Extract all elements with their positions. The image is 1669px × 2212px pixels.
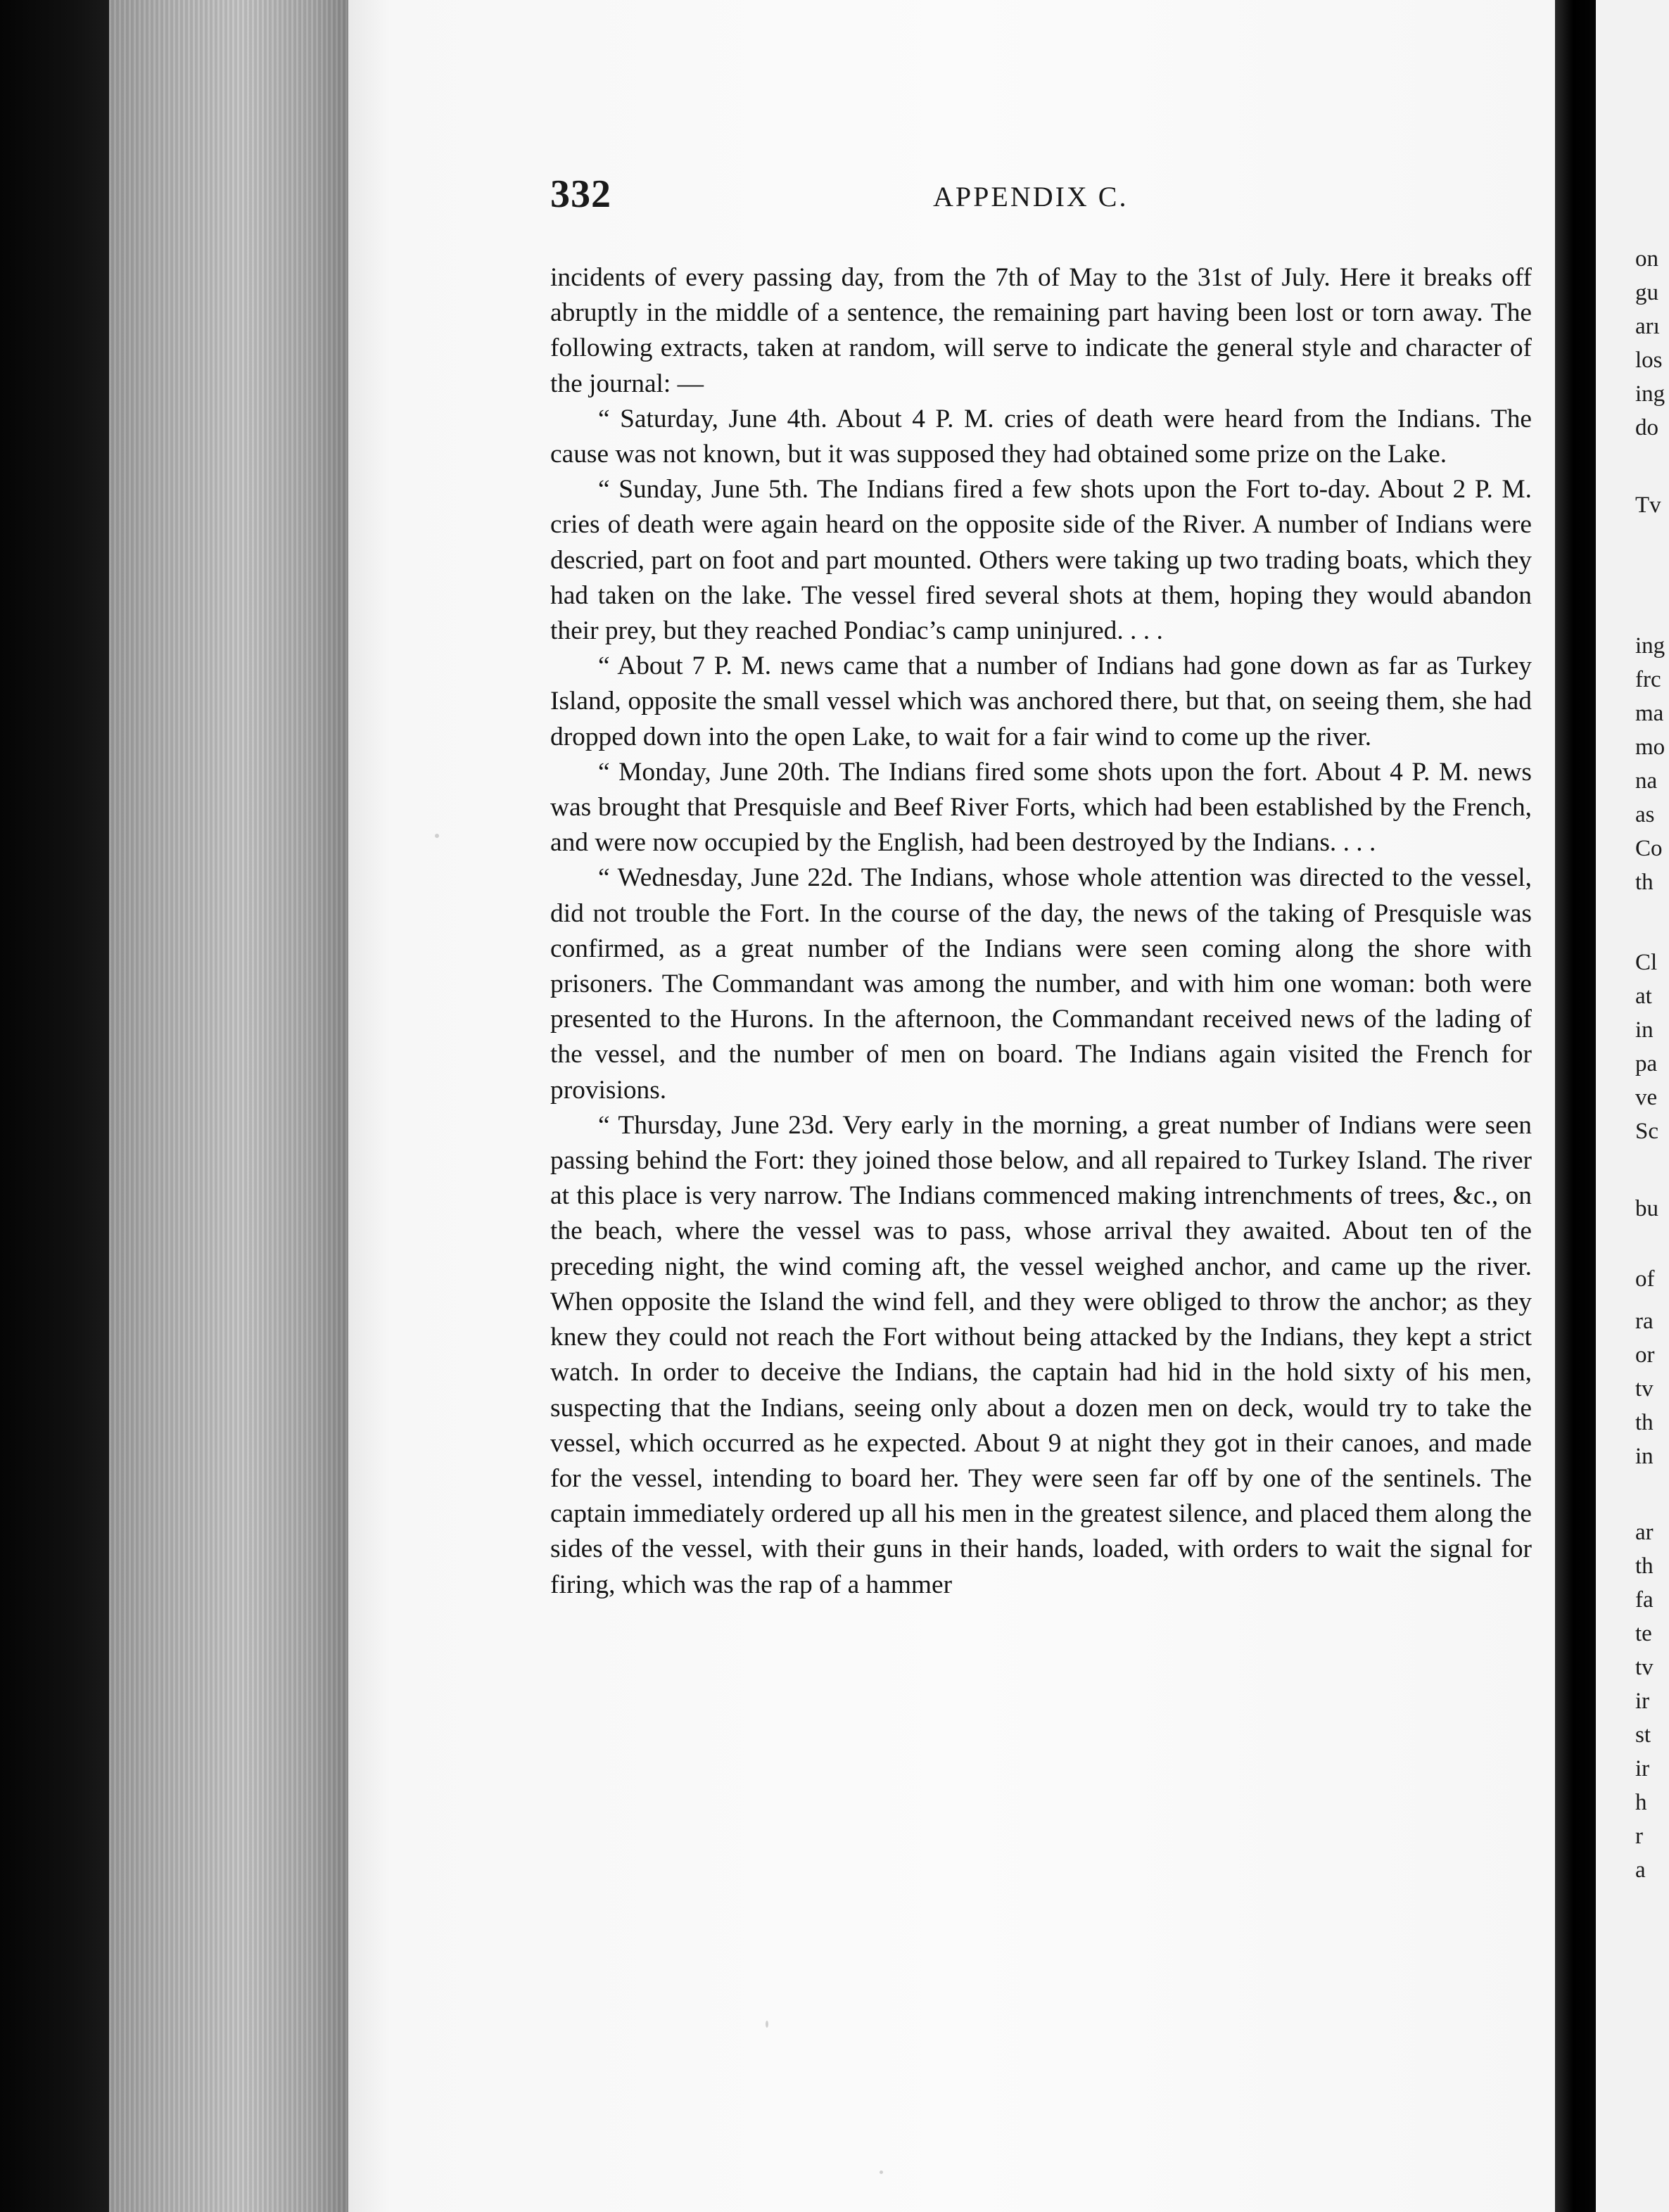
next-page-fragment: as	[1635, 802, 1655, 827]
next-page-fragment: or	[1635, 1342, 1655, 1368]
paragraph: “ Sunday, June 5th. The Indians fired a few shots upon the Fort to-day. About 2 P. M. cries of death were again heard on the opposite side of the River. A number of Indians were descried, part on foot and part mounted. Others were taking up two trading boats, which they had taken on the lake. The vessel fired several shots at them, hoping they would abandon their prey, but they reached Pondiac’s camp uninjured. . . .	[550, 475, 1532, 646]
next-page-fragment: Cl	[1635, 950, 1658, 975]
next-page-fragment: na	[1635, 768, 1658, 794]
next-page-fragment: in	[1635, 1444, 1654, 1469]
running-title: APPENDIX C.	[933, 181, 1129, 212]
next-page-fragment: frc	[1635, 667, 1661, 692]
paragraph: “ Wednesday, June 22d. The Indians, whose whole attention was directed to the vessel, did not trouble the Fort. In the course of the day, the news of the taking of Presquisle was confirmed, as a great number of the Indians were seen coming along the shore with prisoners. The Commandant was among the number, and with him one woman: both were presented to the Hurons. In the afternoon, the Commandant received news of the lading of the vessel, and the number of men on board. The Indians again visited the French for provisions.	[550, 863, 1532, 1105]
next-page-sliver	[1596, 0, 1669, 2212]
scan-speck	[766, 2021, 768, 2028]
page-number: 332	[550, 172, 611, 216]
paragraph: incidents of every passing day, from the 7th of May to the 31st of July. Here it breaks off abruptly in the middle of a sentence, the remaining part having been lost or torn away. The following extracts, taken at random, will serve to indicate the general style and character of the journal: —	[550, 263, 1532, 398]
next-page-fragment: bu	[1635, 1196, 1658, 1221]
next-page-fragment: ra	[1635, 1309, 1654, 1334]
running-head	[550, 172, 1528, 221]
next-page-fragment: Sc	[1635, 1119, 1658, 1144]
next-page-fragment: gu	[1635, 280, 1658, 305]
next-page-fragment: los	[1635, 348, 1663, 373]
paragraph: “ Monday, June 20th. The Indians fired some shots upon the fort. About 4 P. M. news was brought that Presquisle and Beef River Forts, which had been established by the French, and were now occupied by the English, had been destroyed by the Indians. . . .	[550, 757, 1532, 858]
body-text	[550, 260, 1532, 1603]
page-edge-stack	[109, 0, 348, 2212]
next-page-fragment: tv	[1635, 1376, 1654, 1401]
next-page-fragment: tv	[1635, 1655, 1654, 1680]
next-page-fragment: te	[1635, 1621, 1652, 1646]
next-page-fragment: pa	[1635, 1051, 1658, 1076]
next-page-fragment: ing	[1635, 381, 1665, 407]
next-page-fragment: ma	[1635, 701, 1664, 726]
next-page-fragment: a	[1635, 1857, 1646, 1883]
next-page-fragment: st	[1635, 1722, 1651, 1748]
next-page-fragment: th	[1635, 1553, 1654, 1579]
next-page-fragment: arı	[1635, 314, 1660, 339]
paragraph: “ Saturday, June 4th. About 4 P. M. cries of death were heard from the Indians. The cause was not known, but it was supposed they had obtained some prize on the Lake.	[550, 404, 1532, 469]
paragraph: “ About 7 P. M. news came that a number of Indians had gone down as far as Turkey Island, opposite the small vessel which was anchored there, but that, on seeing them, she had dropped down into the open Lake, to wait for a fair wind to come up the river.	[550, 651, 1532, 751]
next-page-fragment: ir	[1635, 1756, 1650, 1781]
next-page-fragment: at	[1635, 984, 1652, 1009]
next-page-fragment: on	[1635, 246, 1658, 272]
next-page-fragment: r	[1635, 1824, 1643, 1849]
next-page-fragment: of	[1635, 1266, 1655, 1292]
next-page-fragment: ar	[1635, 1520, 1654, 1545]
next-page-fragment: Co	[1635, 836, 1663, 861]
next-page-fragment: Tv	[1635, 492, 1661, 518]
next-page-fragment: mo	[1635, 735, 1665, 760]
scan-speck	[435, 834, 439, 838]
next-page-fragment: in	[1635, 1017, 1654, 1043]
next-page-fragment: ing	[1635, 633, 1665, 659]
scan-speck	[880, 2170, 883, 2174]
next-page-fragment: ve	[1635, 1085, 1658, 1110]
next-page-fragment: th	[1635, 870, 1654, 895]
binding-gutter	[1555, 0, 1596, 2212]
next-page-fragment: ir	[1635, 1689, 1650, 1714]
next-page-fragment: do	[1635, 415, 1658, 440]
next-page-fragment: h	[1635, 1790, 1647, 1815]
next-page-fragment: th	[1635, 1410, 1654, 1435]
next-page-fragment: fa	[1635, 1587, 1654, 1613]
paragraph: “ Thursday, June 23d. Very early in the morning, a great number of Indians were seen passing behind the Fort: they joined those below, and all repaired to Turkey Island. The river at this place is very narrow. The Indians commenced making intrenchments of trees, &c., on the beach, where the vessel was to pass, whose arrival they awaited. About ten of the preceding night, the wind coming aft, the vessel weighed anchor, and came up the river. When opposite the Island the wind fell, and they were obliged to throw the anchor; as they knew they could not reach the Fort without being attacked by the Indians, they kept a strict watch. In order to deceive the Indians, the captain had hid in the hold sixty of his men, suspecting that the Indians, seeing only about a dozen men on deck, would try to take the vessel, which occurred as he expected. About 9 at night they got in their canoes, and made for the vessel, intending to board her. They were seen far off by one of the sentinels. The captain immediately ordered up all his men in the greatest silence, and placed them along the sides of the vessel, with their guns in their hands, loaded, with orders to wait the signal for firing, which was the rap of a hammer	[550, 1110, 1532, 1599]
scanner-dark-margin	[0, 0, 109, 2212]
